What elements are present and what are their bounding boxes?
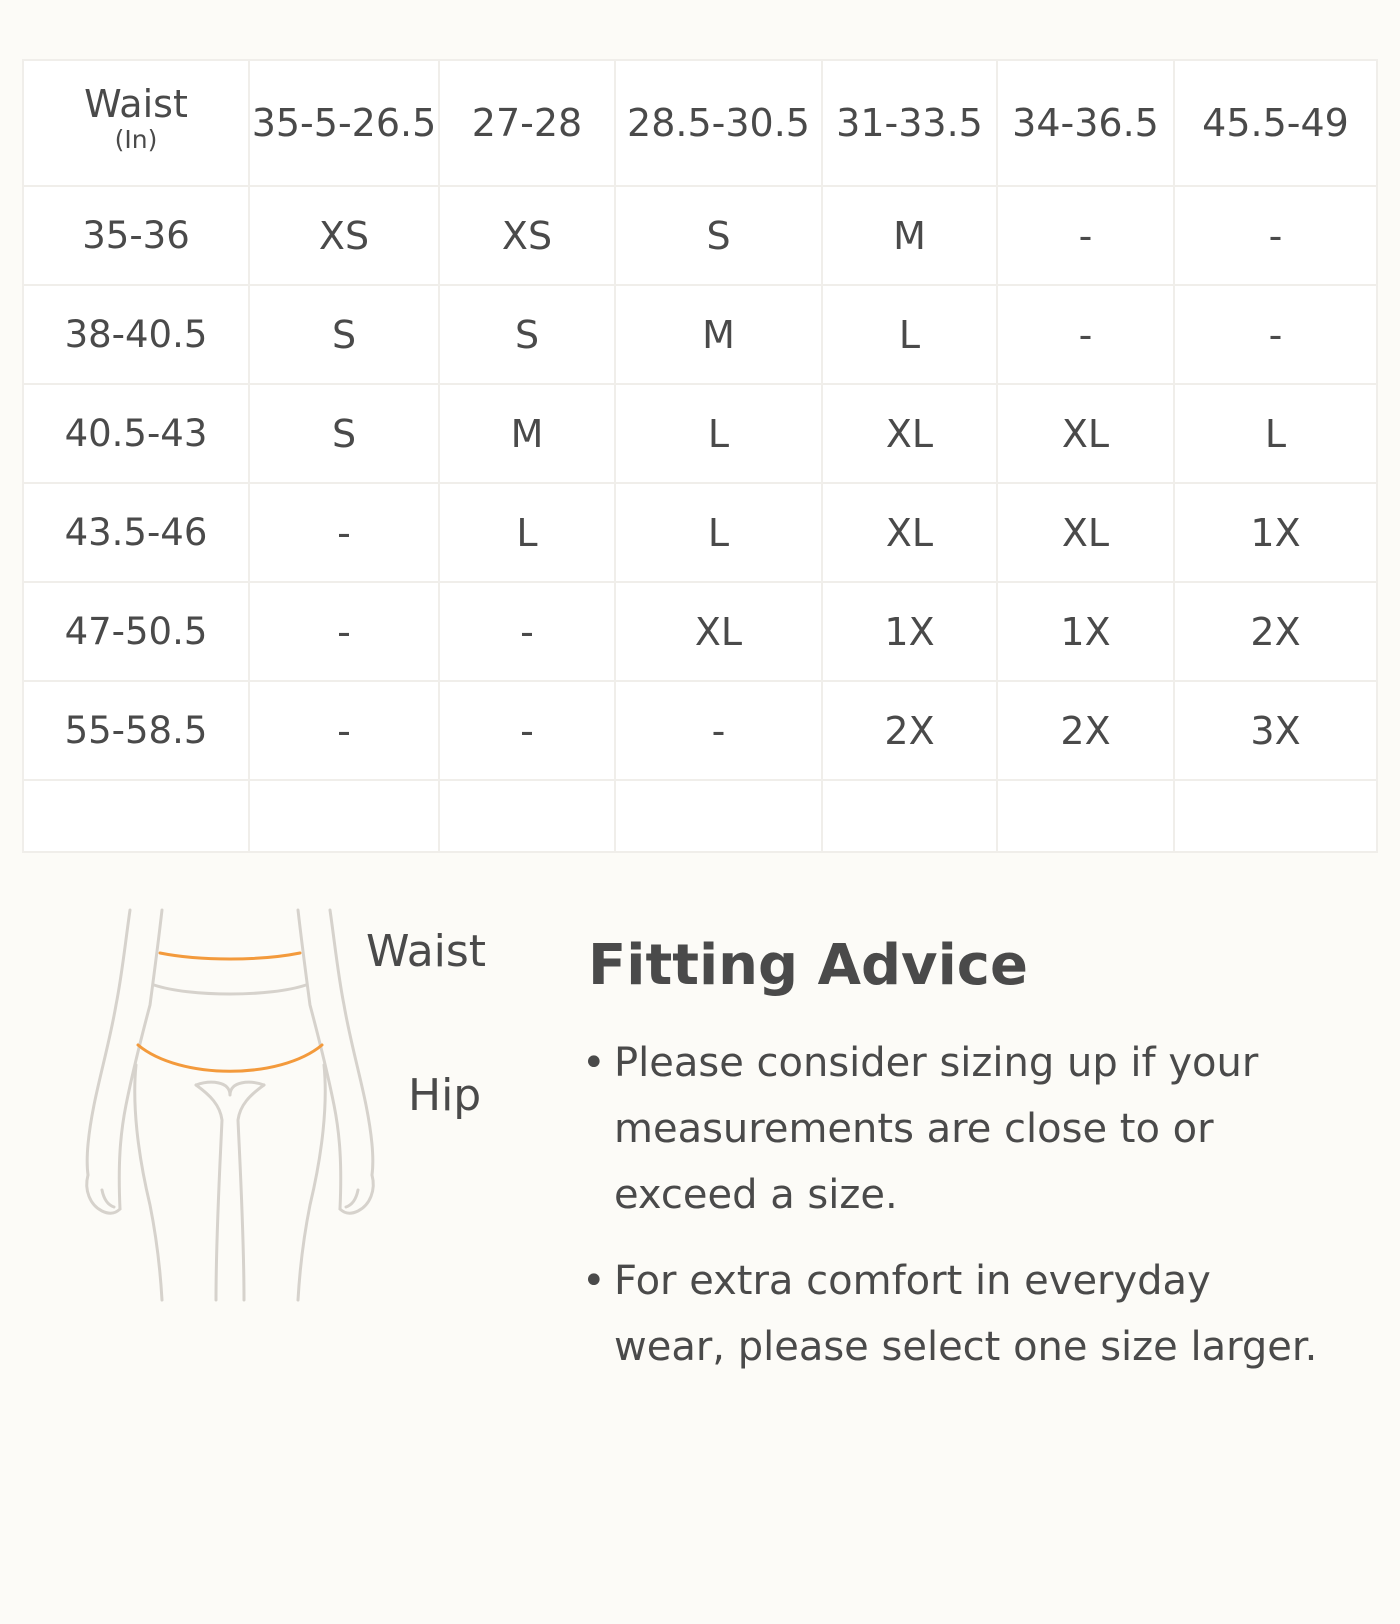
size-chart-table	[22, 59, 1378, 853]
column-header: 27-28	[439, 60, 615, 186]
table-cell: 3X	[1174, 681, 1377, 780]
table-row	[23, 681, 1377, 780]
empty-cell	[249, 780, 439, 852]
corner-title: Waist	[84, 82, 188, 126]
table-cell: -	[439, 681, 615, 780]
table-header-row	[23, 60, 1377, 186]
row-header: 55-58.5	[23, 681, 249, 780]
empty-cell	[439, 780, 615, 852]
table-cell: XL	[997, 384, 1174, 483]
fitting-advice-title: Fitting Advice	[588, 933, 1028, 998]
table-cell: 1X	[1174, 483, 1377, 582]
fitting-advice-list	[582, 1030, 1318, 1380]
waistband-outline	[154, 985, 306, 994]
empty-row	[23, 780, 1377, 852]
table-cell: S	[249, 285, 439, 384]
column-header: 34-36.5	[997, 60, 1174, 186]
right-leg-outline	[298, 1065, 325, 1300]
hip-label: Hip	[408, 1070, 482, 1121]
list-item	[582, 1030, 1318, 1228]
table-cell: -	[997, 285, 1174, 384]
table-cell: -	[249, 483, 439, 582]
body-measurement-illustration	[80, 905, 390, 1305]
table-row	[23, 186, 1377, 285]
table-cell: -	[1174, 186, 1377, 285]
empty-cell	[1174, 780, 1377, 852]
empty-cell	[822, 780, 997, 852]
column-header: 45.5-49	[1174, 60, 1377, 186]
corner-unit: (In)	[114, 125, 158, 154]
table-cell: XL	[997, 483, 1174, 582]
table-cell: -	[997, 186, 1174, 285]
advice-text: Please consider sizing up if your measurements are close to or exceed a size.	[614, 1040, 1259, 1218]
left-hand-outline	[87, 1175, 120, 1213]
table-cell: M	[615, 285, 822, 384]
corner-header	[23, 60, 249, 186]
table-cell: L	[1174, 384, 1377, 483]
column-header: 28.5-30.5	[615, 60, 822, 186]
table-cell: L	[439, 483, 615, 582]
table-cell: M	[439, 384, 615, 483]
row-header: 38-40.5	[23, 285, 249, 384]
table-cell: S	[249, 384, 439, 483]
table-cell: -	[249, 582, 439, 681]
table-cell: L	[822, 285, 997, 384]
table-cell: M	[822, 186, 997, 285]
table-cell: XL	[615, 582, 822, 681]
table-row	[23, 582, 1377, 681]
table-cell: XS	[249, 186, 439, 285]
table-row	[23, 285, 1377, 384]
row-header: 35-36	[23, 186, 249, 285]
table-cell: 2X	[822, 681, 997, 780]
table-row	[23, 483, 1377, 582]
table-cell: -	[615, 681, 822, 780]
table-cell: 2X	[1174, 582, 1377, 681]
row-header: 43.5-46	[23, 483, 249, 582]
table-cell: -	[1174, 285, 1377, 384]
list-item	[582, 1248, 1318, 1380]
table-cell: S	[439, 285, 615, 384]
empty-cell	[997, 780, 1174, 852]
table-cell: -	[249, 681, 439, 780]
column-header: 35-5-26.5	[249, 60, 439, 186]
row-header: 47-50.5	[23, 582, 249, 681]
empty-cell	[615, 780, 822, 852]
table-cell: 2X	[997, 681, 1174, 780]
empty-cell	[23, 780, 249, 852]
waist-label: Waist	[366, 926, 487, 977]
table-cell: -	[439, 582, 615, 681]
inner-leg-outline	[196, 1085, 264, 1300]
table-cell: 1X	[822, 582, 997, 681]
table-cell: XL	[822, 483, 997, 582]
left-leg-outline	[135, 1065, 162, 1300]
hip-measure-line	[138, 1045, 322, 1071]
torso-left-outline	[87, 910, 130, 1175]
column-header: 31-33.5	[822, 60, 997, 186]
table-cell: 1X	[997, 582, 1174, 681]
waist-measure-line	[160, 953, 300, 959]
right-hand-outline	[340, 1175, 373, 1213]
table-cell: S	[615, 186, 822, 285]
table-cell: L	[615, 384, 822, 483]
bullet-icon: •	[582, 1040, 606, 1086]
table-row	[23, 384, 1377, 483]
table-cell: XS	[439, 186, 615, 285]
advice-text: For extra comfort in everyday wear, please select one size larger.	[614, 1258, 1318, 1370]
fitting-advice-section	[582, 930, 1318, 1400]
row-header: 40.5-43	[23, 384, 249, 483]
table-cell: XL	[822, 384, 997, 483]
bullet-icon: •	[582, 1258, 606, 1304]
table-cell: L	[615, 483, 822, 582]
